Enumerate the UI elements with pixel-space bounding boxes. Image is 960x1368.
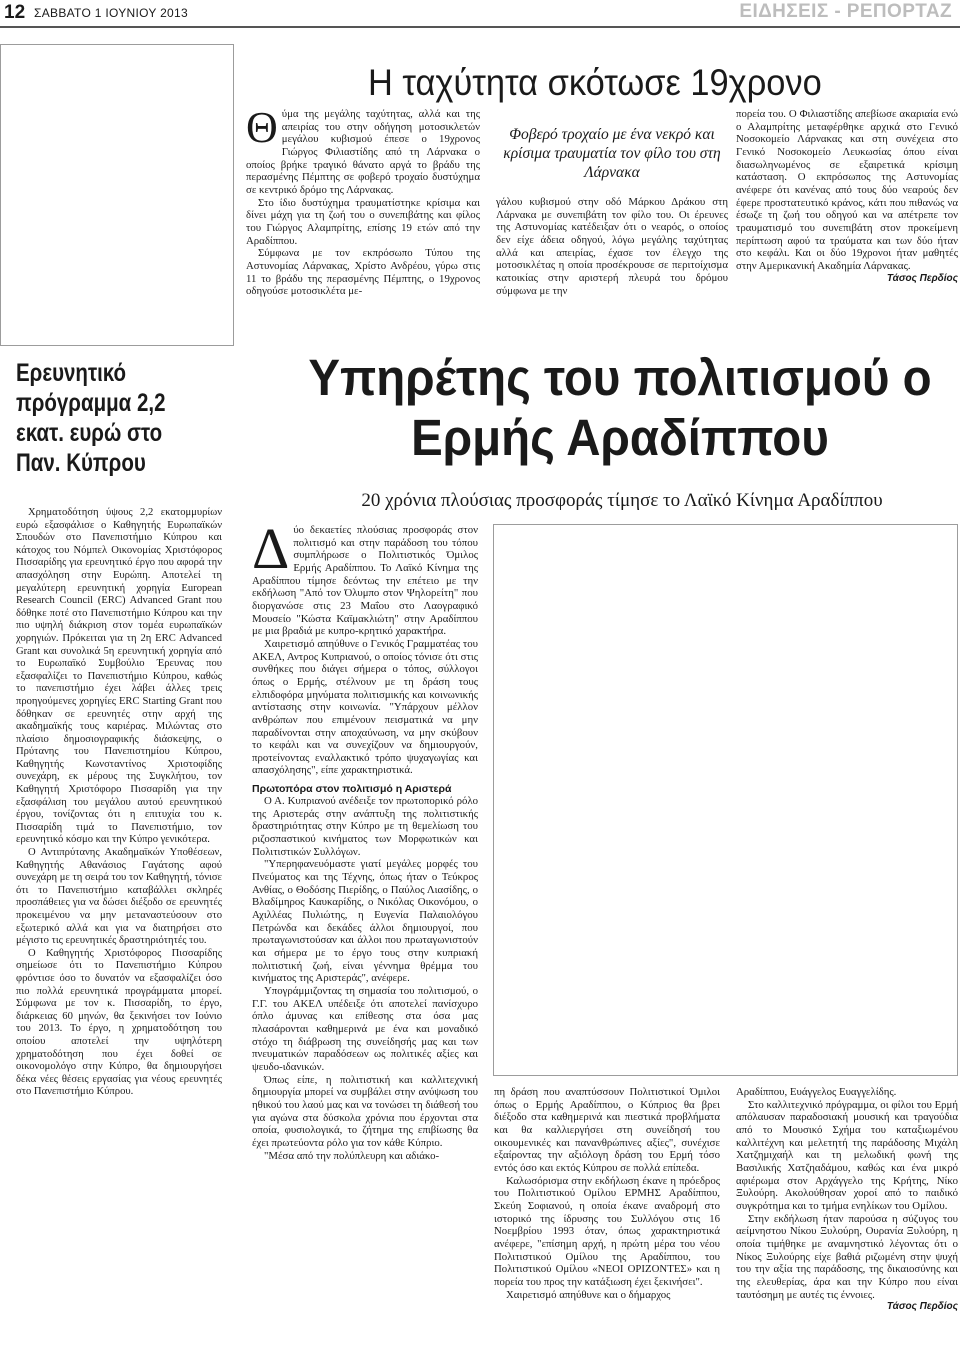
article1-col1-p2: Στο ίδιο δυστύχημα τραυματίστηκε κρίσιμα και δίνει μάχη για τη ζωή του ο συνεπιβάτης και φίλος του Γιώργος Αλαμπρίτης, επίσης 19 ετών από την Αραδίππου.: [246, 196, 480, 247]
section-title: ΕΙΔΗΣΕΙΣ - ΡΕΠΟΡΤΑΖ: [739, 1, 952, 22]
article2-col1: Δύο δεκαετίες πλούσιας προσφοράς στον πολιτισμό και στην παράδοση του τόπου συμπλήρωσε ο Πολιτιστικός Όμιλος Ερμής Αραδίππου. Το Λαϊκό Κίνημα της Αραδίππου τίμησε δεόντως την επέτειο με την εκδήλωση "Από τον Όλυμπο στον Ψηλορείτη" που διοργανώσε στις 23 Μαΐου στο Λαογραφικό Μουσείο "Κώστα Καϊμακλιώτη" στην Αραδίππου με μια βραδιά με κυπρο-κρητικό χαρακτήρα. Χαιρετισμό απηύθυνε ο Γενικός Γραμματέας του ΑΚΕΛ, Αντρος Κυπριανού, ο οποίος τόνισε ότι στις συνθήκες που διάγει σήμερα ο τόπος, σύλλογοι όπως ο Ερμής, στέλνουν με τη δράση τους ελπιδοφόρα μηνύματα πολιτισμικής και κοινωνικής αντίστασης στην κοινωνία. "Υπάρχουν μέλλον ανθρώπων που επιμένουν πεισματικά να μην παραδίνονται στην αποχαύνωση, να μην σκύβουν το κεφάλι και να συνεχίζουν να δημιουργούν, προτείνοντας εναλλακτικό τρόπο ψυχαγωγίας και απασχόλησης", είπε χαρακτηριστικά. Πρωτοπόρα στον πολιτισμό η Αριστερά Ο Α. Κυπριανού ανέδειξε τον πρωτοπορικό ρόλο της Αριστεράς στην ανάπτυξη της πολιτιστικής δραστηριότητας στην Κύπρο με τη θεμελίωση του ριζοσπαστικού κινήματος των Μορφωτικών και Πολιτιστικών Συλλόγων. "Υπερηφανευόμαστε γιατί μεγάλες μορφές του Πνεύματος και της Τέχνης, όπως ήταν ο Τεύκρος Ανθίας, ο Θοδόσης Πιερίδης, ο Παύλος Λιασίδης, ο Βλαδίμηρος Καυκαρίδης, ο Νικόλας Οικονόμου, ο Αχιλλέας Πυλιώτης, η Ευγενία Παλαιολόγου Πετρώνδα και δεκάδες άλλοι δημιουργοί, που πρωταγωνιστούσαν και άλλοι που πρωταγωνιστούν και σήμερα με το έργο τους στην κυπριακή πολιτιστική ζωή, είναι γέννημα θρέμμα του κινήματος της Αριστεράς", ανέφερε. Υπογράμμιζοντας τη σημασία του πολιτισμού, ο Γ.Γ. του ΑΚΕΛ υπέδειξε ότι αποτελεί πανίσχυρο όπλο άμυνας και επίθεσης στα όσα μας πλασάρονται καθημερινά με ένα και μοναδικό στόχο τη διάβρωση της συνείδησής μας και των πνευματικών παραδόσεων ως πολιτικές αξίες και ψευδο-ιδανικών. Όπως είπε, η πολιτιστική και καλλιτεχνική δημιουργία μπορεί να συμβάλει στην ανύψωση του ηθικού του λαού μας και να τονώσει τη διάθεσή του για αγώνα στα δύσκολα χρόνια που έρχονται στα οποία, φυσιολογικά, το ζήτημα της επιβίωσης θα έχει πρωτεύοντα ρόλο για τον κάθε Κύπριο. "Μέσα από την πολύπλευρη και αδιάκο-: [252, 516, 478, 1162]
article1-col1-p1: Θύμα της μεγάλης ταχύτητας, αλλά και της απειρίας του στην οδήγηση μοτοσικλετών μεγάλου κυβισμού έπεσε ο 19χρονος Γιώργος Φιλιαστίδης από τη Λάρνακα ο οποίος βρήκε τραγικό θάνατο αργά το βράδυ της περασμένης Πέμπτης σε φοβερό τροχαίο δυστύχημα σε κεντρικό δρόμο της Λάρνακας.: [246, 103, 480, 196]
article2-col3: Αραδίππου, Ευάγγελος Ευαγγελίδης. Στο καλλιτεχνικό πρόγραμμα, οι φίλοι του Ερμή απόλαυσαν παραδοσιακή μουσική και τραγούδια από το Μουσικό Σχήμα του καταξιωμένου καλλιτέχνη και μελετητή της παράδοσης Μιχάλη Χατζημιχαήλ και τη μελωδική φωνή της Βασιλικής Χατζηαδάμου, καθώς και ένα μικρό αφιέρωμα στον Αρχάγγελο της Κρήτης, Νίκο Ξυλούρη. Ακολούθησαν χοροί από το παιδικό συγκρότημα και το τμήμα ενηλίκων του Ομίλου. Στην εκδήλωση ήταν παρούσα η σύζυγος του αείμνηστου Νίκου Ξυλούρη, Ουρανία Ξυλούρη, η οποία τιμήθηκε με αναμνηστικό λέγοντας ότι ο Νίκος Ξυλούρης είχε βαθιά ριζωμένη στην ψυχή του την αξία της παράδοσης, της δικαιοσύνης και της ελευθερίας, άρα και την Κύπρο που είναι ταυτόσημη με αυτές τις έννοιες. Τάσος Περδίος: [736, 1086, 958, 1313]
sidebar-body: Χρηματοδότηση ύψους 2,2 εκατομμυρίων ευρώ εξασφάλισε ο Καθηγητής Ευρωπαϊκών Σπουδών στο Πανεπιστήμιο Κύπρου και κάτοχος του Νόμπελ Οικονομίας Χριστόφορος Πισσαρίδης για ερευνητικό έργο που αφορά την απασχόληση στην Ευρώπη. Αποτελεί τη μεγαλύτερη ερευνητική χορηγία European Research Council (ERC) Advanced Grant που δόθηκε ποτέ στο Πανεπιστήμιο Κύπρου και την πιο υψηλή διάκριση στον τομέα ευρωπαϊκών χορηγιών. Πρόκειται για τη 2η ERC Advanced Grant και συνολικά 5η ερευνητική χορηγία από το Ευρωπαϊκό Συμβούλιο Έρευνας που εξασφαλίζει το Πανεπιστήμιο Κύπρου, καθώς το πανεπιστήμιο έχει λάβει άλλες τρεις προηγούμενες χορηγίες ERC Starting Grant που δόθηκαν σε ερευνητές στην αρχή της ακαδημαϊκής τους καριέρας. Μιλώντας στο πλαίσιο δημοσιογραφικής διάσκεψης, ο Πρύτανης του Πανεπιστημίου Κύπρου, Καθηγητής Κωνσταντίνος Χριστοφίδης συνεχάρη, εκ μέρους της Συγκλήτου, τον Καθηγητή Χριστόφορο Πισσαρίδη για την εξασφάλιση του μεγάλου αυτού ερευνητικού έργου, τονίζοντας ότι η επιτυχία του κ. Πισσαρίδη τιμά το Πανεπιστήμιο, τον ερευνητικό κόσμο και την Κύπρο γενικότερα. Ο Αντιπρύτανης Ακαδημαϊκών Υποθέσεων, Καθηγητής Αθανάσιος Γαγάτσης αφού συνεχάρη με τη σειρά του τον Καθηγητή, τόνισε ότι το Πανεπιστήμιο καταβάλλει σκληρές προσπάθειες για να δώσει διέξοδο σε ερευνητές προκειμένου να μην μεταναστεύσουν στο εξωτερικό αλλά και για να διατηρήσει στο μέγιστο τις ερευνητικές δραστηριότητές του. Ο Καθηγητής Χριστόφορος Πισσαρίδης σημείωσε ότι το Πανεπιστήμιο Κύπρου φρόντισε όσο το δυνατόν να εξασφαλίζει όσο πιο πολλά ερευνητικά προγράμματα μπορεί. Σύμφωνα με τον κ. Πισσαρίδη, το έργο, διάρκειας 60 μηνών, θα ξεκινήσει τον Ιούνιο του 2013. Το έργο, η χρηματοδότηση του οποίου αποτελεί την υψηλότερη χρηματοδότηση που έχει δοθεί σε οικονομολόγο στην Κύπρο, θα δημιουργήσει δέκα νέες θέσεις εργασίας για νέους ερευνητές στο Πανεπιστήμιο Κύπρου.: [16, 507, 222, 1098]
article2-subhead: Πρωτοπόρα στον πολιτισμό η Αριστερά: [252, 783, 452, 796]
sidebar-headline: Ερευνητικό πρόγραμμα 2,2 εκατ. ευρώ στο Παν. Κύπρου: [16, 359, 166, 477]
article1-headline: Η ταχύτητα σκότωσε 19χρονο: [368, 62, 822, 103]
article1-col1-p3: Σύμφωνα με τον εκπρόσωπο Τύπου της Αστυνομίας Λάρνακας, Χρίστο Ανδρέου, γύρω στις 11 το βράδυ της περασμένης Πέμπτης, ο 19χρονος οδηγούσε μοτοσικλέτα με-: [246, 247, 480, 298]
article2-headline: Υπηρέτης του πολιτισμού ο Ερμής Αραδίππου: [308, 349, 932, 466]
article1-col3: πορεία του. Ο Φιλιαστίδης απεβίωσε ακαριαία ενώ ο Αλαμπρίτης μεταφέρθηκε αρχικά στο Γενικό Νοσοκομείο Λάρνακας και στη συνέχεια στο Γενικό Νοσοκομείο Λευκωσίας όπου είναι διασωληνωμένος σε εξαιρετικά κρίσιμη κατάσταση. Ο εκπρόσωπος της Αστυνομίας ανέφερε ότι κανένας από τους δύο νεαρούς δεν έφερε προστατευτικό κράνος, κάτι που πιθανώς να έσωζε τη ζωή του οδηγού και να απέτρεπε τον τραυματισμό του συνεπιβάτη στον προκείμενη περίπτωση αφού τα τραύματα και των δύο ήταν στο κεφάλι. Και οι δύο 19χρονοι ήταν μαθητές στην Αμερικανική Ακαδημία Λάρνακας. Τάσος Περδίος: [736, 108, 958, 284]
article1-col1: [246, 103, 480, 298]
page-number: 12: [4, 2, 26, 23]
article2-author: Τάσος Περδίος: [886, 1301, 958, 1313]
article2-subtitle: 20 χρόνια πλούσιας προσφοράς τίμησε το Λαϊκό Κίνημα Αραδίππου: [361, 490, 883, 511]
article1-author: Τάσος Περδίος: [886, 272, 958, 284]
header-rule: [0, 26, 960, 28]
page-date: ΣΑΒΒΑΤΟ 1 ΙΟΥΝΙΟΥ 2013: [34, 6, 188, 20]
article1-col2: γάλου κυβισμού στην οδό Μάρκου Δράκου στη Λάρνακα με συνεπιβάτη τον φίλο του. Οι έρευνες της Αστυνομίας κατέδειξαν ότι ο νεαρός, ο οποίος δεν είχε άδεια οδηγού, λόγω μεγάλης ταχύτητας αλλά και απειρίας, έχασε τον έλεγχο της μοτοσικλέτας η οποία προσέκρουσε σε περιτοίχισμα κατοικίας στην αριστερή πλευρά του δρόμου σύμφωνα με την: [496, 196, 728, 297]
article2-col2: πη δράση που αναπτύσσουν Πολιτιστικοί Όμιλοι όπως ο Ερμής Αραδίππου, ο Κύπριος θα βρει διέξοδο στα καθημερινά και πιεστικά προβλήματα και θα καλλιεργήσει στη συνείδησή του οικουμενικές και πανανθρώπινες αξίες", συνέχισε εξαίροντας την αξιόλογη δράση του Ερμή τόσο εντός όσο και εκτός Κύπρου σε πολλά επίπεδα. Καλωσόρισμα στην εκδήλωση έκανε η πρόεδρος του Πολιτιστικού Ομίλου ΕΡΜΗΣ Αραδίππου, Σκεύη Σοφιανού, η οποία έκανε αναδρομή στο ιστορικό της ίδρυσης του Συλλόγου στις 16 Νοεμβρίου 1993 όταν, όπως χαρακτηριστικά ανέφερε, "επίσημη αρχή, η πρώτη μέρα του νέου Πολιτιστικού Ομίλου της Αραδίππου, του Πολιτιστικού Ομίλου «ΝΕΟΙ ΟΡΙΖΟΝΤΕΣ» και η πορεία του προς την κατάξιωση έχει ξεκινήσει". Χαιρετισμό απηύθυνε και ο δήμαρχος: [494, 1086, 720, 1301]
photo-top-left: [0, 44, 234, 346]
photo-article2: [493, 524, 958, 1076]
article1-lead: Φοβερό τροχαίο με ένα νεκρό και κρίσιμα τραυματία τον φίλο του στη Λάρνακα: [503, 126, 721, 181]
